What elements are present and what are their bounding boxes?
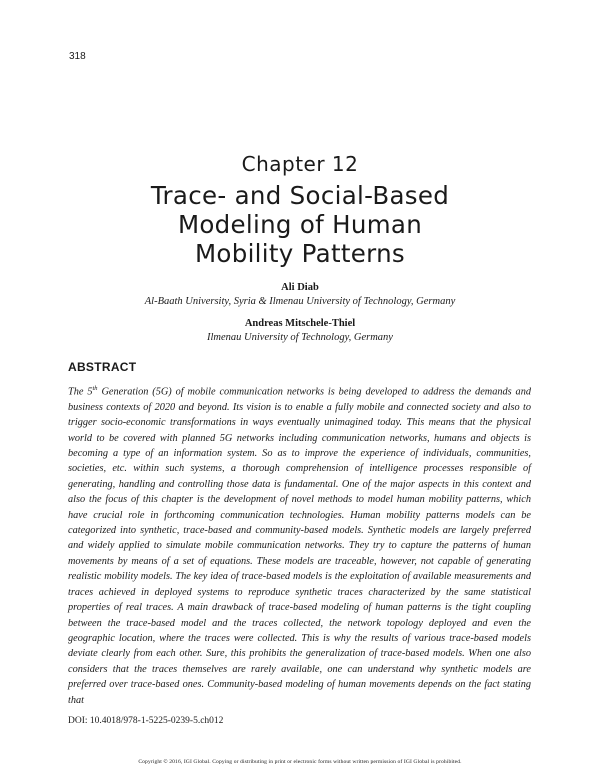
chapter-label: Chapter 12 bbox=[241, 152, 359, 176]
abstract-text-start: The 5 bbox=[68, 386, 93, 398]
chapter-title bbox=[80, 181, 520, 268]
author-name: Andreas Mitschele-Thiel bbox=[244, 318, 356, 329]
author-affiliation: Ilmenau University of Technology, Germany bbox=[207, 332, 393, 343]
chapter-title-line: Modeling of Human bbox=[177, 210, 423, 239]
abstract-heading: ABSTRACT bbox=[68, 360, 137, 374]
chapter-title-line: Mobility Patterns bbox=[194, 239, 405, 268]
abstract-body bbox=[68, 381, 531, 708]
author-name: Ali Diab bbox=[281, 282, 319, 293]
author-block bbox=[0, 281, 600, 309]
copyright-notice: Copyright © 2016, IGI Global. Copying or distributing in print or electronic forms without written permission of IGI Global is prohibited. bbox=[138, 759, 462, 765]
page-number: 318 bbox=[69, 51, 86, 62]
author-block bbox=[0, 317, 600, 345]
abstract-text-rest: Generation (5G) of mobile communication networks is being developed to address the demands and business contexts of 2020 and beyond. Its vision is to enable a fully mobile and connected society and also to trigger socio-economic transformations in ways eventually unimagined today. This means that the physical world to be covered with planned 5G networks including communication networks, humans and objects is becoming a type of an information system. So as to improve the experience of individuals, communities, societies, etc. within such systems, a thorough comprehension of intelligence processes responsible of generating, handling and controlling those data is fundamental. One of the major aspects in this context and also the focus of this chapter is the development of novel methods to model human mobility patterns, which have crucial role in forthcoming communication technologies. Human mobility patterns models can be categorized into synthetic, trace-based and community-based models. Synthetic models are largely preferred and widely applied to simulate mobile communication networks. They try to capture the patterns of human movements by means of a set of equations. These models are traceable, however, not capable of generating realistic mobility models. The key idea of trace-based models is the exploitation of available measurements and traces achieved in deployed systems to reproduce synthetic traces characterized by the same statistical properties of real traces. A main drawback of trace-based modeling of human patterns is the tight coupling between the trace-based model and the traces collected, the network topology deployed and even the geographic location, where the traces were collected. This is why the results of various trace-based models deviate clearly from each other. Sure, this prohibits the generalization of trace-based models. When one also considers that the traces themselves are rarely available, one can understand why synthetic models are preferred over trace-based ones. Community-based modeling of human movements depends on the fact stating that bbox=[68, 386, 531, 706]
abstract-superscript: th bbox=[92, 385, 98, 392]
author-affiliation: Al-Baath University, Syria & Ilmenau University of Technology, Germany bbox=[144, 296, 456, 307]
chapter-title-line: Trace- and Social-Based bbox=[150, 181, 450, 210]
doi: DOI: 10.4018/978-1-5225-0239-5.ch012 bbox=[68, 716, 224, 726]
